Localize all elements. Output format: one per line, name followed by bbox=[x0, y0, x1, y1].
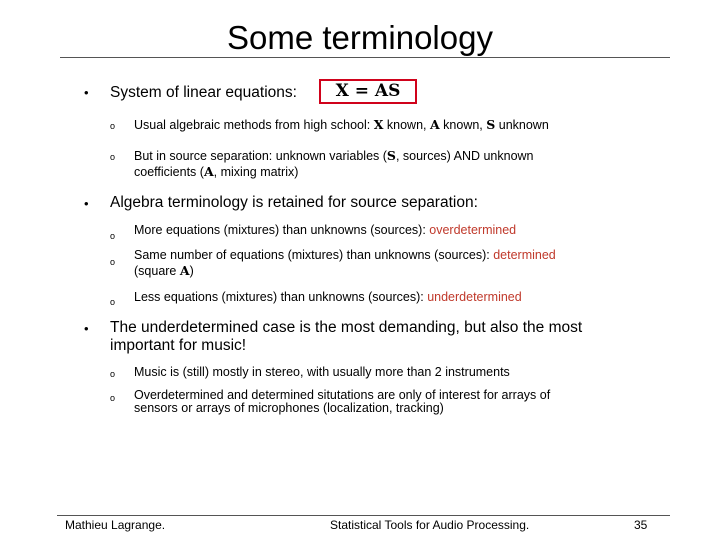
math-symbol: A bbox=[179, 263, 190, 278]
slide-title: Some terminology bbox=[227, 19, 493, 56]
math-symbol: S bbox=[386, 148, 396, 163]
bullet-2-sub-2 bbox=[134, 247, 556, 279]
bullet-3-text bbox=[110, 319, 582, 355]
text-segment: Same number of equations (mixtures) than unknowns (sources): bbox=[134, 248, 494, 262]
sub-bullet-marker: o bbox=[110, 231, 116, 241]
text-line: important for music! bbox=[110, 337, 247, 354]
text-segment: coefficients ( bbox=[134, 165, 204, 179]
bullet-2-sub-1 bbox=[134, 222, 516, 238]
text-line: Overdetermined and determined situtations are only of interest for arrays of bbox=[134, 388, 551, 402]
footer-divider bbox=[57, 515, 670, 516]
text-segment: ) bbox=[189, 264, 194, 278]
math-symbol: S bbox=[486, 117, 496, 132]
bullet-3-sub-1: Music is (still) mostly in stereo, with usually more than 2 instruments bbox=[134, 365, 510, 379]
sub-bullet-marker: o bbox=[110, 369, 116, 379]
text-segment: But in source separation: unknown variables ( bbox=[134, 149, 387, 163]
text-segment: known, bbox=[439, 118, 487, 132]
sub-bullet-marker: o bbox=[110, 297, 116, 307]
math-symbol: A bbox=[203, 164, 214, 179]
bullet-marker: • bbox=[84, 196, 89, 211]
bullet-1-sub-1 bbox=[134, 117, 549, 133]
text-segment: (square bbox=[134, 264, 180, 278]
term-determined: determined bbox=[493, 248, 556, 262]
term-overdetermined: overdetermined bbox=[429, 223, 517, 237]
text-segment: unknown bbox=[495, 118, 549, 132]
bullet-marker: • bbox=[84, 321, 89, 336]
text-segment: known, bbox=[383, 118, 430, 132]
text-segment: Less equations (mixtures) than unknowns (sources): bbox=[134, 290, 428, 304]
bullet-1-text: System of linear equations: bbox=[110, 84, 297, 101]
bullet-2-sub-3 bbox=[134, 289, 522, 305]
text-segment: , sources) AND unknown bbox=[395, 149, 534, 163]
bullet-marker: • bbox=[84, 85, 89, 100]
page-number: 35 bbox=[634, 518, 648, 532]
bullet-3-sub-2 bbox=[134, 389, 550, 415]
title-divider bbox=[60, 57, 670, 58]
text-segment: , mixing matrix) bbox=[213, 165, 299, 179]
bullet-1-sub-2 bbox=[134, 148, 534, 180]
math-symbol: A bbox=[429, 117, 440, 132]
math-symbol: X bbox=[373, 117, 384, 132]
bullet-2-text: Algebra terminology is retained for source separation: bbox=[110, 194, 478, 211]
text-line: sensors or arrays of microphones (localization, tracking) bbox=[134, 401, 444, 415]
sub-bullet-marker: o bbox=[110, 257, 116, 267]
footer-author: Mathieu Lagrange. bbox=[65, 518, 166, 532]
sub-bullet-marker: o bbox=[110, 152, 116, 162]
sub-bullet-marker: o bbox=[110, 121, 116, 131]
text-segment: More equations (mixtures) than unknowns (sources): bbox=[134, 223, 430, 237]
text-line: The underdetermined case is the most demanding, but also the most bbox=[110, 319, 583, 336]
equation-box: X = AS bbox=[319, 79, 417, 104]
sub-bullet-marker: o bbox=[110, 393, 116, 403]
footer-course: Statistical Tools for Audio Processing. bbox=[330, 518, 530, 532]
text-segment: Usual algebraic methods from high school: bbox=[134, 118, 374, 132]
term-underdetermined: underdetermined bbox=[427, 290, 522, 304]
